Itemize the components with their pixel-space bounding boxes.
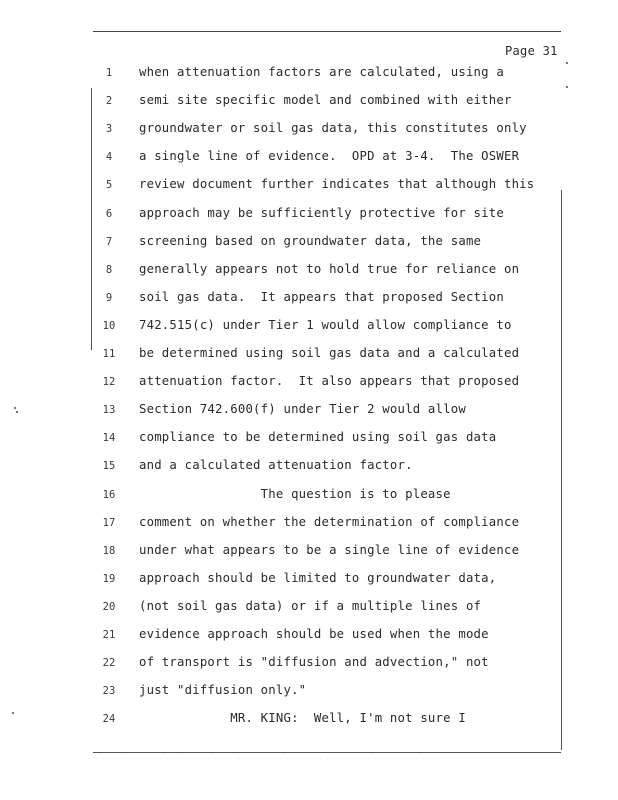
line-number: 6 — [105, 207, 113, 220]
transcript-line — [0, 93, 618, 111]
line-number: 9 — [105, 291, 113, 304]
line-number: 19 — [102, 572, 116, 585]
transcript-line — [0, 711, 618, 729]
transcript-line — [0, 655, 618, 673]
line-text: comment on whether the determination of compliance — [139, 514, 520, 529]
line-text: soil gas data. It appears that proposed Section — [139, 289, 504, 304]
line-text: a single line of evidence. OPD at 3-4. The OSWER — [139, 149, 520, 164]
line-text: screening based on groundwater data, the same — [139, 233, 482, 248]
line-text: be determined using soil gas data and a calculated — [139, 346, 520, 360]
transcript-line — [0, 290, 618, 308]
line-text: approach may be sufficiently protective for site — [139, 205, 504, 220]
line-text: Section 742.600(f) under Tier 2 would allow — [139, 402, 466, 417]
transcript-line — [0, 318, 618, 336]
line-text: of transport is "diffusion and advection," not — [139, 655, 489, 670]
transcript-line — [0, 206, 618, 224]
line-text: attenuation factor. It also appears that proposed — [139, 374, 520, 389]
transcript-line — [0, 262, 618, 280]
transcript-line — [0, 543, 618, 561]
line-number: 14 — [102, 432, 116, 445]
line-number: 13 — [102, 404, 116, 417]
line-number: 24 — [102, 713, 116, 726]
line-number: 12 — [102, 376, 116, 389]
transcript-line — [0, 346, 618, 364]
line-number: 5 — [105, 179, 113, 192]
line-text: under what appears to be a single line of evidence — [139, 542, 520, 557]
line-number: 15 — [102, 460, 116, 473]
transcript-line — [0, 177, 618, 195]
transcript-line — [0, 149, 618, 167]
transcript-line — [0, 487, 618, 505]
line-text: review document further indicates that although this — [139, 177, 535, 192]
line-number: 16 — [102, 488, 116, 501]
transcript-line — [0, 234, 618, 252]
line-text: (not soil gas data) or if a multiple lines of — [139, 598, 482, 613]
line-text: when attenuation factors are calculated, using a — [139, 65, 504, 79]
line-text: The question is to please — [139, 486, 451, 501]
transcript-line — [0, 121, 618, 139]
line-number: 17 — [102, 516, 116, 529]
transcript-line — [0, 402, 618, 420]
line-text: MR. KING: Well, I'm not sure I — [139, 711, 466, 726]
transcript-line — [0, 515, 618, 533]
page-number: Page 31 — [505, 44, 558, 58]
line-number: 23 — [102, 685, 116, 698]
line-number: 8 — [105, 263, 113, 276]
transcript-line — [0, 683, 618, 701]
line-text: semi site specific model and combined with either — [139, 93, 512, 108]
line-text: 742.515(c) under Tier 1 would allow compliance to — [139, 317, 512, 332]
line-number: 10 — [102, 319, 116, 332]
line-text: compliance to be determined using soil gas data — [139, 430, 497, 445]
line-number: 7 — [105, 235, 113, 248]
line-text: groundwater or soil gas data, this constitutes only — [139, 121, 527, 136]
transcript-line — [0, 458, 618, 476]
line-text: just "diffusion only." — [139, 683, 307, 698]
line-number: 4 — [105, 151, 113, 164]
line-number: 20 — [102, 600, 116, 613]
transcript-line — [0, 627, 618, 645]
line-number: 1 — [105, 67, 113, 79]
line-number: 22 — [102, 657, 116, 670]
transcript-line — [0, 599, 618, 617]
line-text: evidence approach should be used when the mode — [139, 627, 489, 641]
line-number: 18 — [102, 544, 116, 557]
line-number: 11 — [102, 348, 116, 360]
transcript-line — [0, 374, 618, 392]
transcript-line — [0, 430, 618, 448]
line-number: 2 — [105, 95, 113, 108]
footer-noise: . . . . .. . . . . . .. .. . . . . . . . .. . . . . . . . . . . . . . . . . . . . . . . . . . . . . . — [95, 755, 440, 760]
line-number: 3 — [105, 123, 113, 136]
transcript-line — [0, 571, 618, 589]
transcript-line — [0, 65, 618, 83]
line-number: 21 — [102, 629, 116, 641]
line-text: and a calculated attenuation factor. — [139, 458, 413, 473]
line-text: generally appears not to hold true for reliance on — [139, 261, 520, 276]
line-text: approach should be limited to groundwater data, — [139, 570, 497, 585]
